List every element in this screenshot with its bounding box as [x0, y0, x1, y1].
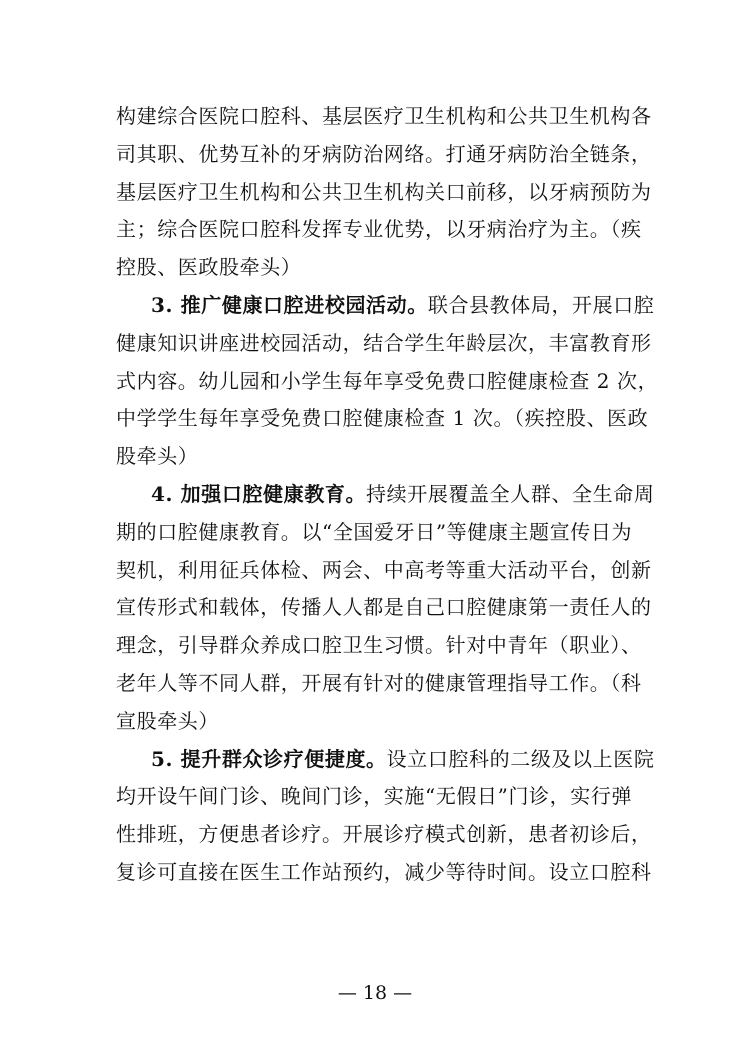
body-line: 主；综合医院口腔科发挥专业优势，以牙病治疗为主。（疾	[116, 217, 642, 242]
body-line: 构建综合医院口腔科、基层医疗卫生机构和公共卫生机构各	[116, 104, 652, 128]
body-line: 期的口腔健康教育。以“全国爱牙日”等健康主题宣传日为	[116, 519, 633, 544]
body-line: 基层医疗卫生机构和公共卫生机构关口前移，以牙病预防为	[116, 179, 652, 204]
body-line: 控股、医政股牵头）	[116, 255, 302, 280]
paragraph-5-heading: 5. 提升群众诊疗便捷度。	[151, 746, 387, 771]
paragraph-4-first-text: 持续开展覆盖全人群、全生命周	[366, 482, 655, 506]
paragraph-5-first-text: 设立口腔科的二级及以上医院	[386, 746, 655, 771]
body-line: 司其职、优势互补的牙病防治网络。打通牙病防治全链条，	[116, 141, 652, 166]
body-line: 复诊可直接在医生工作站预约，减少等待时间。设立口腔科	[116, 860, 652, 884]
body-line: 契机，利用征兵体检、两会、中高考等重大活动平台，创新	[116, 557, 652, 582]
page-number: — 18 —	[337, 982, 413, 1004]
paragraph-5-first-line	[151, 744, 655, 774]
body-line: 健康知识讲座进校园活动，结合学生年龄层次，丰富教育形	[116, 330, 652, 355]
paragraph-4-heading: 4. 加强口腔健康教育。	[151, 482, 367, 506]
body-line: 股牵头）	[116, 444, 199, 469]
body-line: 理念，引导群众养成口腔卫生习惯。针对中青年（职业）、	[116, 633, 642, 658]
paragraph-3-first-line	[151, 290, 655, 320]
body-line: 性排班，方便患者诊疗。开展诊疗模式创新，患者初诊后，	[116, 822, 652, 847]
body-line: 中学学生每年享受免费口腔健康检查 1 次。（疾控股、医政	[116, 406, 649, 431]
body-line: 老年人等不同人群，开展有针对的健康管理指导工作。（科	[116, 671, 642, 695]
paragraph-3-first-text: 联合县教体局，开展口腔	[427, 293, 655, 317]
body-line: 式内容。幼儿园和小学生每年享受免费口腔健康检查 2 次，	[116, 368, 659, 393]
body-line: 宣股牵头）	[116, 708, 219, 733]
body-line: 均开设午间门诊、晚间门诊，实施“无假日”门诊，实行弹	[116, 784, 633, 809]
body-line: 宣传形式和载体，传播人人都是自己口腔健康第一责任人的	[116, 595, 652, 620]
paragraph-3-heading: 3. 推广健康口腔进校园活动。	[151, 293, 428, 317]
paragraph-4-first-line	[151, 479, 655, 509]
